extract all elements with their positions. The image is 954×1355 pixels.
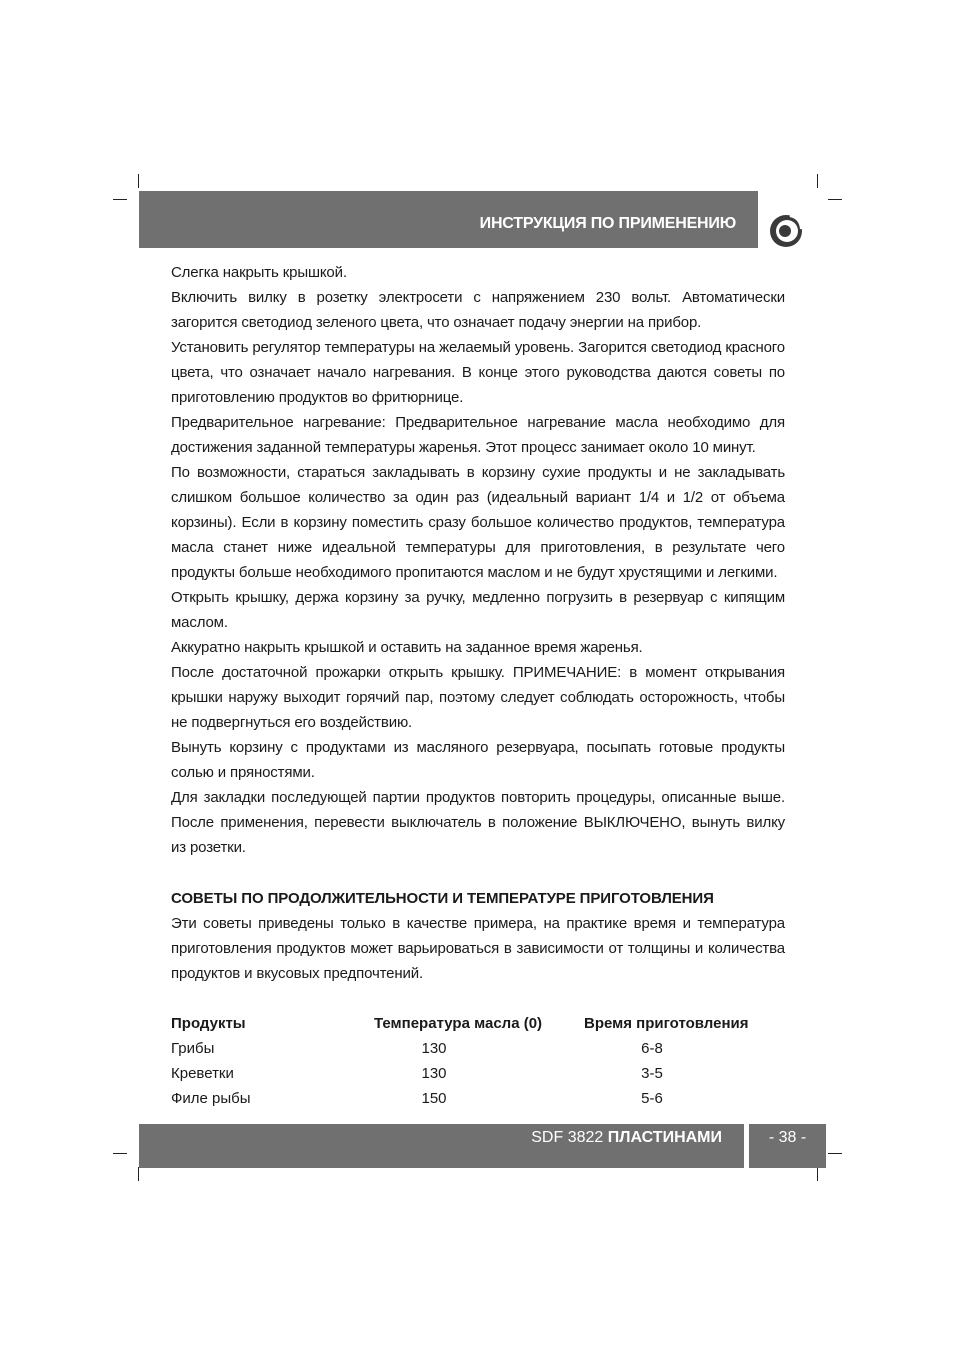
table-cell: Грибы xyxy=(171,1040,215,1057)
table-cell: 130 xyxy=(421,1065,447,1082)
paragraph: По возможности, стараться закладывать в корзину сухие продукты и не закладывать слишком большое количество за один раз (идеальный вариант 1/4 и 1/2 от объема корзины). Если в корзину поместить сразу большое количество продуктов, температура масла станет ниже идеальной температуры для приготовления, в результате чего продукты больше необходимого пропитаются маслом и не будут хрустящими и легкими. xyxy=(171,464,785,581)
paragraph: Аккуратно накрыть крышкой и оставить на заданное время жаренья. xyxy=(171,639,643,656)
instructions-body xyxy=(171,260,785,860)
footer-bar xyxy=(139,1124,744,1168)
table-header-row xyxy=(171,1011,811,1036)
column-header: Температура масла (0) xyxy=(374,1015,543,1032)
table-row xyxy=(171,1036,811,1061)
table-cell: 130 xyxy=(421,1040,447,1057)
paragraph: Предварительное нагревание: Предварительное нагревание масла необходимо для достижения заданной температуры жаренья. Этот процесс занимает около 10 минут. xyxy=(171,414,785,456)
table-cell: 3-5 xyxy=(641,1065,663,1082)
page-number: - 38 - xyxy=(768,1129,807,1146)
tips-intro xyxy=(171,911,785,986)
header-bar xyxy=(139,191,758,248)
paragraph: Установить регулятор температуры на желаемый уровень. Загорится светодиод красного цвета, что означает начало нагревания. В конце этого руководства даются советы по приготовлению продуктов во фритюрнице. xyxy=(171,339,785,406)
model-number: SDF 3822 xyxy=(531,1129,604,1146)
crop-mark xyxy=(817,1167,818,1181)
tips-section-title: СОВЕТЫ ПО ПРОДОЛЖИТЕЛЬНОСТИ И ТЕМПЕРАТУРЕ ПРИГОТОВЛЕНИЯ xyxy=(171,890,714,907)
paragraph: Эти советы приведены только в качестве примера, на практике время и температура приготовления продуктов может варьироваться в зависимости от толщины и количества продуктов и вкусовых предпочтений. xyxy=(171,915,785,982)
table-cell: 150 xyxy=(421,1090,447,1107)
cooking-table xyxy=(171,1011,811,1111)
model-suffix: ПЛАСТИНАМИ xyxy=(607,1129,722,1146)
paragraph: Открыть крышку, держа корзину за ручку, медленно погрузить в резервуар с кипящим маслом. xyxy=(171,589,785,631)
section-header-title: ИНСТРУКЦИЯ ПО ПРИМЕНЕНИЮ xyxy=(479,215,736,232)
crop-mark xyxy=(138,174,139,188)
paragraph: После достаточной прожарки открыть крышку. ПРИМЕЧАНИЕ: в момент открывания крышки наружу выходит горячий пар, поэтому следует соблюдать осторожность, чтобы не подвергнуться его воздействию. xyxy=(171,664,785,731)
paragraph: Слегка накрыть крышкой. xyxy=(171,264,347,281)
crop-mark xyxy=(817,174,818,188)
column-header: Время приготовления xyxy=(584,1015,749,1032)
table-row xyxy=(171,1061,811,1086)
crop-mark xyxy=(828,1153,842,1154)
paragraph: Включить вилку в розетку электросети с напряжением 230 вольт. Автоматически загорится светодиод зеленого цвета, что означает подачу энергии на прибор. xyxy=(171,289,785,331)
crop-mark xyxy=(828,199,842,200)
paragraph: Вынуть корзину с продуктами из масляного резервуара, посыпать готовые продукты солью и пряностями. xyxy=(171,739,785,781)
page-number-box xyxy=(749,1124,826,1168)
table-cell: Креветки xyxy=(171,1065,234,1082)
table-cell: 6-8 xyxy=(641,1040,663,1057)
brand-logo-icon xyxy=(768,211,806,249)
crop-mark xyxy=(113,199,127,200)
crop-mark xyxy=(113,1153,127,1154)
table-row xyxy=(171,1086,811,1111)
model-label xyxy=(531,1129,722,1147)
table-cell: 5-6 xyxy=(641,1090,663,1107)
table-cell: Филе рыбы xyxy=(171,1090,251,1107)
column-header: Продукты xyxy=(171,1015,246,1032)
paragraph: Для закладки последующей партии продуктов повторить процедуры, описанные выше. После применения, перевести выключатель в положение ВЫКЛЮЧЕНО, вынуть вилку из розетки. xyxy=(171,789,785,856)
crop-mark xyxy=(138,1167,139,1181)
